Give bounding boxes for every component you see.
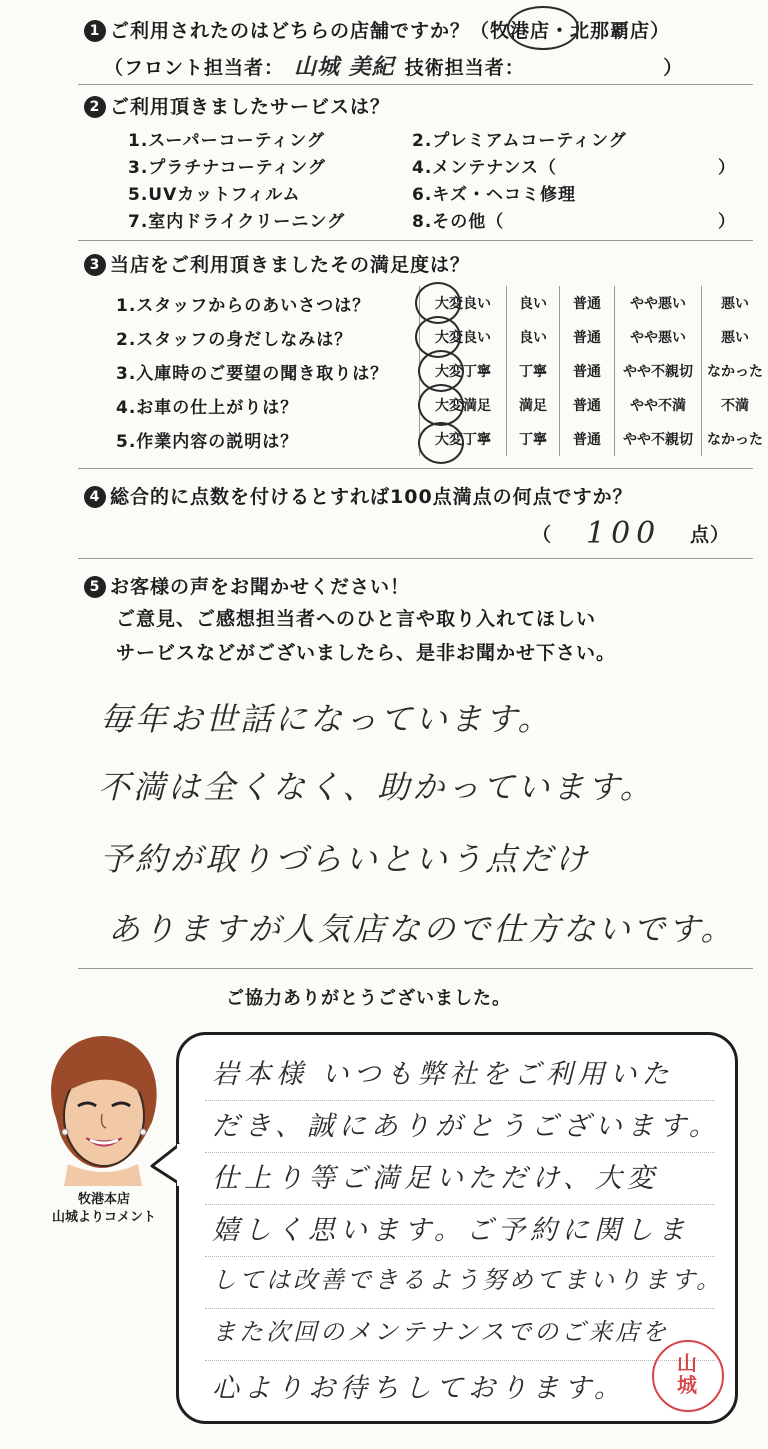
staff-seal-text: 山城 (677, 1351, 699, 1397)
q2-option-5[interactable]: 5.UVカットフィルム (128, 185, 301, 205)
q2-option-6[interactable]: 6.キズ・ヘコミ修理 (412, 185, 576, 205)
reply-ruled-line (205, 1256, 715, 1257)
staff-seal-stamp (652, 1340, 724, 1412)
satisfaction-question: 5.作業内容の説明は？ (116, 431, 299, 452)
q1-store-kitanaha[interactable]: 北那覇店 (570, 20, 651, 42)
staff-comment-label: 山城よりコメント (51, 1210, 156, 1225)
choice-best[interactable]: 大変丁寧 (420, 422, 507, 456)
choice-best[interactable]: 大変良い (420, 320, 507, 354)
divider-5 (78, 968, 753, 969)
q1-text: ご利用されたのはどちらの店舗ですか？（ (110, 20, 491, 42)
choice-good[interactable]: 丁寧 (507, 354, 560, 388)
q2-option-2[interactable]: 2.プレミアムコーティング (412, 131, 627, 151)
divider-1 (78, 84, 753, 85)
q4-number-badge: 4 (84, 486, 106, 508)
choice-good[interactable]: 丁寧 (507, 422, 560, 456)
choice-good[interactable]: 満足 (507, 388, 560, 422)
q3-row4-selected-circle (418, 384, 464, 426)
q1-question (84, 16, 670, 43)
tech-staff-close: ） (663, 57, 684, 79)
reply-line-7: 心よりお待ちしております。 (212, 1373, 626, 1404)
choice-best[interactable]: 大変良い (420, 286, 507, 320)
tech-staff-label: 技術担当者： (404, 57, 516, 79)
choice-poor[interactable]: やや不親切 (615, 422, 702, 456)
q2-option-4-close: ） (718, 158, 736, 178)
reply-ruled-line (205, 1152, 715, 1153)
choice-bad[interactable]: なかった (702, 422, 768, 456)
customer-comment-line-3: 予約が取りづらいという点だけ (100, 840, 591, 878)
q3-row5-selected-circle (418, 422, 464, 464)
q4-score-value[interactable]: 100 (586, 516, 662, 551)
choice-bad[interactable]: なかった (702, 354, 768, 388)
q2-option-8[interactable]: 8.その他（ (412, 212, 505, 232)
staff-store-label: 牧港本店 (77, 1192, 130, 1207)
q2-text: ご利用頂きましたサービスは？ (110, 96, 391, 118)
q3-number-badge: 3 (84, 254, 106, 276)
reply-ruled-line (205, 1204, 715, 1205)
q3-text: 当店をご利用頂きましたその満足度は？ (110, 254, 471, 276)
choice-normal[interactable]: 普通 (560, 286, 615, 320)
q5-instruction-1: ご意見、ご感想担当者へのひと言や取り入れてほしい (116, 608, 597, 630)
choice-poor[interactable]: やや不親切 (615, 354, 702, 388)
q3-question (84, 250, 470, 277)
q5-instruction-2: サービスなどがございましたら、是非お聞かせ下さい。 (116, 642, 617, 664)
satisfaction-question: 2.スタッフの身だしなみは？ (116, 329, 353, 350)
satisfaction-question: 3.入庫時のご要望の聞き取りは？ (116, 363, 389, 384)
staff-avatar (38, 1030, 168, 1186)
q2-option-4[interactable]: 4.メンテナンス（ (412, 158, 557, 178)
divider-2 (78, 240, 753, 241)
choice-poor[interactable]: やや悪い (615, 320, 702, 354)
q2-option-3[interactable]: 3.プラチナコーティング (128, 158, 326, 178)
reply-line-6: また次回のメンテナンスでのご来店を (212, 1318, 670, 1346)
choice-normal[interactable]: 普通 (560, 320, 615, 354)
reply-line-3: 仕上り等ご満足いただけ、大変 (212, 1163, 659, 1194)
q2-option-7[interactable]: 7.室内ドライクリーニング (128, 212, 346, 232)
choice-normal[interactable]: 普通 (560, 422, 615, 456)
q4-score-unit: 点） (690, 524, 731, 546)
reply-line-4: 嬉しく思います。ご予約に関しま (212, 1215, 690, 1246)
q2-question (84, 92, 390, 119)
q2-option-1[interactable]: 1.スーパーコーティング (128, 131, 325, 151)
satisfaction-question: 4.お車の仕上がりは？ (116, 397, 299, 418)
front-staff-label: （フロント担当者： (104, 57, 285, 79)
reply-ruled-line (205, 1360, 715, 1361)
satisfaction-question: 1.スタッフからのあいさつは？ (116, 295, 371, 316)
choice-best[interactable]: 大変満足 (420, 388, 507, 422)
staff-avatar-illustration (38, 1030, 168, 1186)
reply-line-2: だき、誠にありがとうございます。 (212, 1111, 721, 1142)
q5-question (84, 572, 410, 599)
q2-number-badge: 2 (84, 96, 106, 118)
q5-text: お客様の声をお聞かせください！ (110, 576, 411, 598)
choice-poor[interactable]: やや悪い (615, 286, 702, 320)
choice-best[interactable]: 大変丁寧 (420, 354, 507, 388)
q5-number-badge: 5 (84, 576, 106, 598)
choice-good[interactable]: 良い (507, 286, 560, 320)
reply-line-5: しては改善できるよう努めてまいります。 (212, 1266, 724, 1294)
choice-bad[interactable]: 悪い (702, 286, 768, 320)
q1-close: ） (650, 20, 671, 42)
front-staff-value[interactable]: 山城 美紀 (294, 54, 395, 80)
q1-number-badge: 1 (84, 20, 106, 42)
choice-bad[interactable]: 不満 (702, 388, 768, 422)
reply-line-1: 岩本様 いつも弊社をご利用いた (212, 1059, 674, 1090)
q1-staff-row (104, 50, 683, 81)
thanks-text: ご協力ありがとうございました。 (226, 988, 511, 1009)
choice-good[interactable]: 良い (507, 320, 560, 354)
customer-comment-line-2: 不満は全くなく、助かっています。 (98, 768, 655, 806)
choice-normal[interactable]: 普通 (560, 354, 615, 388)
q4-text: 総合的に点数を付けるとすれば100点満点の何点ですか？ (110, 486, 633, 508)
q1-store-makiminato[interactable]: 牧港店 (490, 20, 551, 42)
speech-bubble-tail (150, 1140, 184, 1190)
q1-separator: ・ (550, 20, 571, 42)
divider-4 (78, 558, 753, 559)
customer-comment-line-4: ありますが人気店なので仕方ないです。 (108, 910, 736, 948)
q4-question (84, 482, 633, 509)
q4-score-open: （ (532, 524, 553, 546)
reply-ruled-line (205, 1308, 715, 1309)
q1-selection-circle (507, 6, 579, 50)
choice-bad[interactable]: 悪い (702, 320, 768, 354)
reply-ruled-line (205, 1100, 715, 1101)
divider-3 (78, 468, 753, 469)
customer-comment-line-1: 毎年お世話になっています。 (100, 700, 553, 738)
choice-normal[interactable]: 普通 (560, 388, 615, 422)
q2-option-8-close: ） (718, 212, 736, 232)
choice-poor[interactable]: やや不満 (615, 388, 702, 422)
